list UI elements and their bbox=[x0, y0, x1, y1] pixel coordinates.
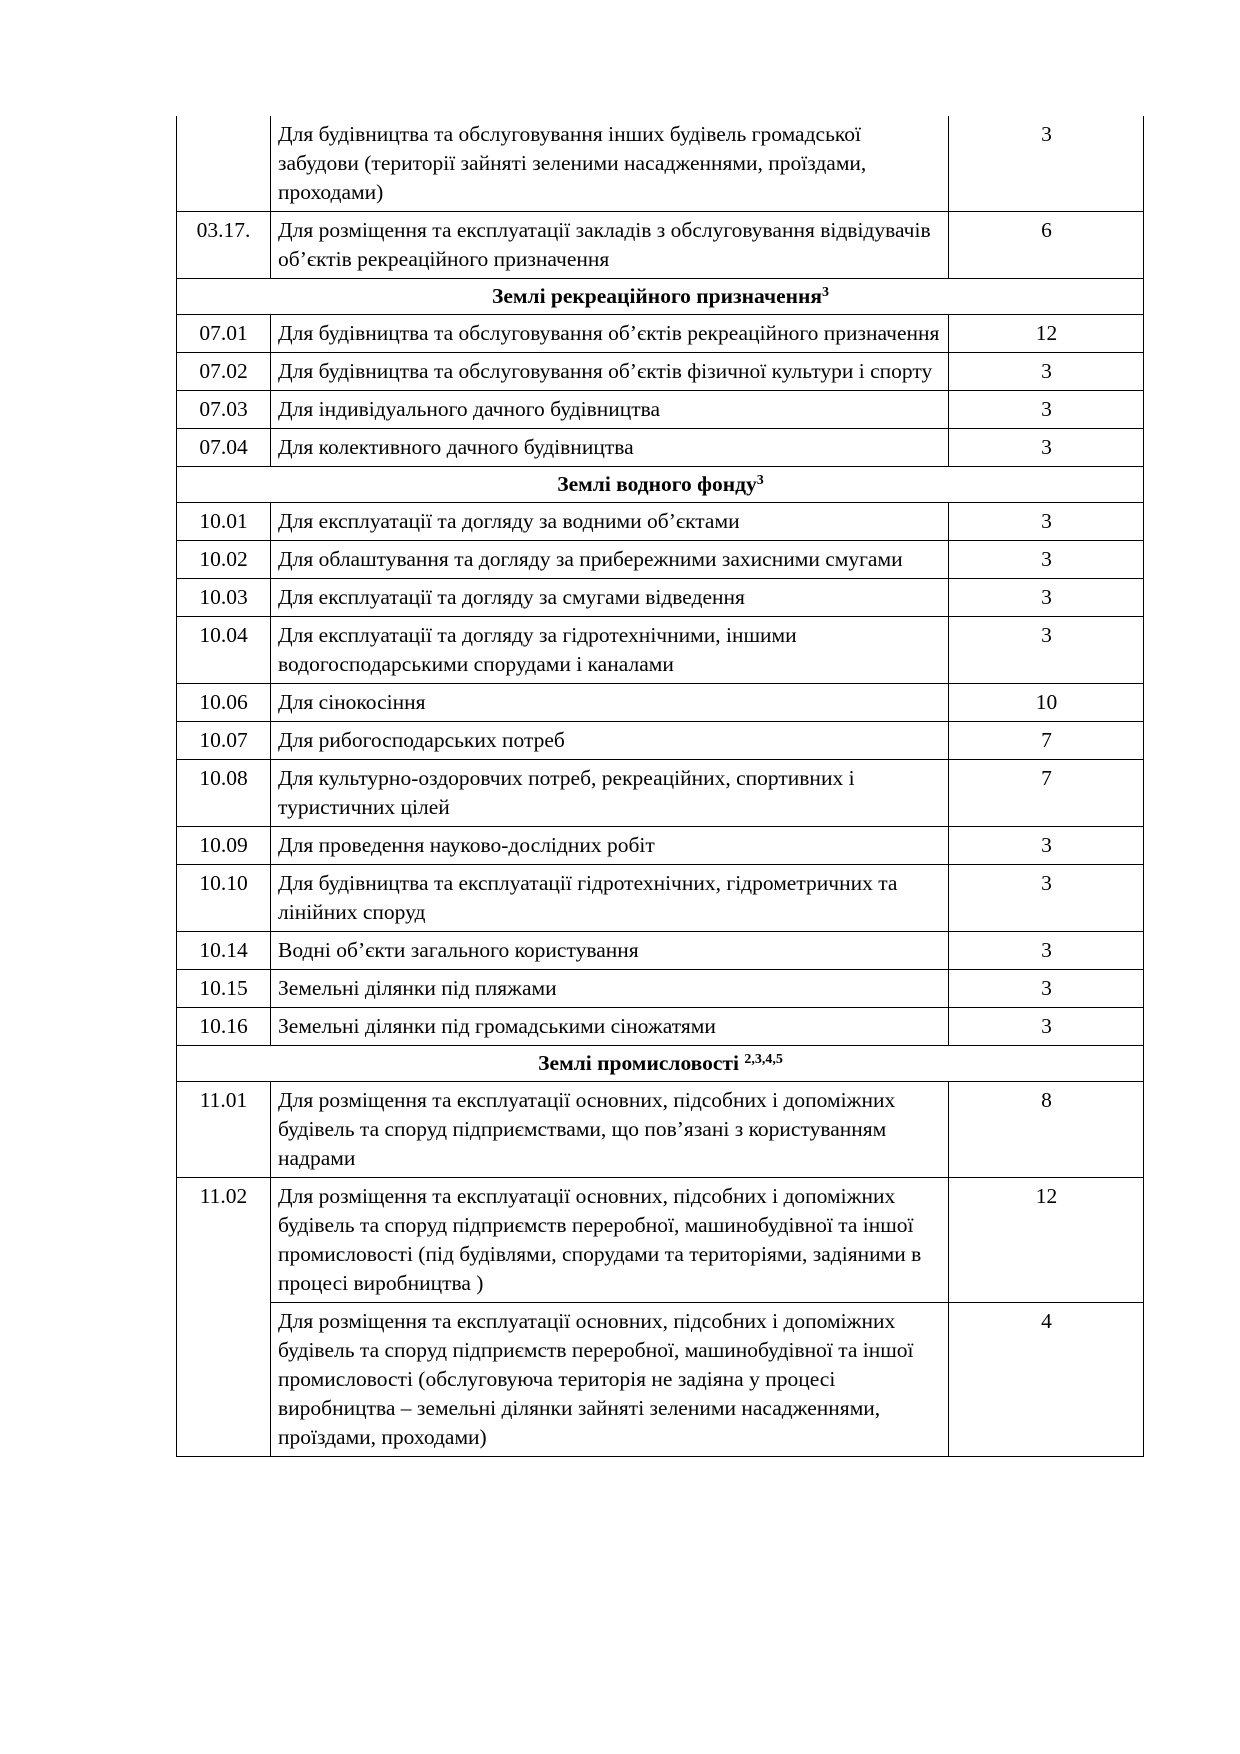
description-cell: Для культурно-оздоровчих потреб, рекреаційних, спортивних і туристичних цілей bbox=[271, 760, 949, 827]
code-cell: 11.01 bbox=[177, 1082, 271, 1178]
value-cell: 10 bbox=[949, 684, 1144, 722]
code-cell: 10.16 bbox=[177, 1008, 271, 1046]
table-row bbox=[177, 1303, 1144, 1457]
table-row bbox=[177, 1082, 1144, 1178]
footnote-marker: 3 bbox=[822, 285, 830, 300]
description-cell: Для проведення науково-дослідних робіт bbox=[271, 827, 949, 865]
section-title-text: Землі промисловості bbox=[538, 1051, 745, 1075]
table-row bbox=[177, 503, 1144, 541]
code-cell: 03.17. bbox=[177, 212, 271, 279]
section-title bbox=[177, 1046, 1144, 1082]
value-cell: 3 bbox=[949, 827, 1144, 865]
code-cell: 07.03 bbox=[177, 391, 271, 429]
description-cell: Для розміщення та експлуатації закладів з обслуговування відвідувачів об’єктів рекреаційного призначення bbox=[271, 212, 949, 279]
value-cell: 4 bbox=[949, 1303, 1144, 1457]
code-cell: 10.01 bbox=[177, 503, 271, 541]
value-cell: 6 bbox=[949, 212, 1144, 279]
table-row bbox=[177, 865, 1144, 932]
code-cell: 07.04 bbox=[177, 429, 271, 467]
code-cell: 10.15 bbox=[177, 970, 271, 1008]
table-body bbox=[177, 116, 1144, 1457]
table-row bbox=[177, 760, 1144, 827]
description-cell: Для експлуатації та догляду за водними об’єктами bbox=[271, 503, 949, 541]
table-row bbox=[177, 541, 1144, 579]
value-cell: 7 bbox=[949, 722, 1144, 760]
value-cell: 3 bbox=[949, 617, 1144, 684]
description-cell: Для розміщення та експлуатації основних, підсобних і допоміжних будівель та споруд підприємств переробної, машинобудівної та іншої промисловості (під будівлями, спорудами та територіями, задіяними в процесі виробництва ) bbox=[271, 1178, 949, 1303]
value-cell: 3 bbox=[949, 391, 1144, 429]
description-cell: Земельні ділянки під пляжами bbox=[271, 970, 949, 1008]
value-cell: 12 bbox=[949, 1178, 1144, 1303]
description-cell: Для експлуатації та догляду за гідротехнічними, іншими водогосподарськими спорудами і каналами bbox=[271, 617, 949, 684]
description-cell: Для індивідуального дачного будівництва bbox=[271, 391, 949, 429]
description-cell: Водні об’єкти загального користування bbox=[271, 932, 949, 970]
code-cell: 10.06 bbox=[177, 684, 271, 722]
description-cell: Для сінокосіння bbox=[271, 684, 949, 722]
code-cell: 10.10 bbox=[177, 865, 271, 932]
section-title bbox=[177, 279, 1144, 315]
description-cell: Для розміщення та експлуатації основних, підсобних і допоміжних будівель та споруд підприємствами, що пов’язані з користуванням надрами bbox=[271, 1082, 949, 1178]
code-cell: 10.07 bbox=[177, 722, 271, 760]
table-row bbox=[177, 391, 1144, 429]
code-cell: 10.14 bbox=[177, 932, 271, 970]
description-cell: Для облаштування та догляду за прибережними захисними смугами bbox=[271, 541, 949, 579]
description-cell: Для будівництва та обслуговування об’єктів фізичної культури і спорту bbox=[271, 353, 949, 391]
value-cell: 3 bbox=[949, 865, 1144, 932]
value-cell: 3 bbox=[949, 579, 1144, 617]
table-row bbox=[177, 116, 1144, 212]
table-row bbox=[177, 684, 1144, 722]
description-cell: Для експлуатації та догляду за смугами відведення bbox=[271, 579, 949, 617]
table-row bbox=[177, 970, 1144, 1008]
section-title bbox=[177, 467, 1144, 503]
description-cell: Земельні ділянки під громадськими сіножатями bbox=[271, 1008, 949, 1046]
table-row bbox=[177, 722, 1144, 760]
value-cell: 7 bbox=[949, 760, 1144, 827]
value-cell: 3 bbox=[949, 116, 1144, 212]
table-row bbox=[177, 1008, 1144, 1046]
value-cell: 3 bbox=[949, 932, 1144, 970]
table-row bbox=[177, 617, 1144, 684]
section-title-text: Землі водного фонду bbox=[557, 472, 757, 496]
code-cell: 10.02 bbox=[177, 541, 271, 579]
description-cell: Для будівництва та експлуатації гідротехнічних, гідрометричних та лінійних споруд bbox=[271, 865, 949, 932]
value-cell: 3 bbox=[949, 429, 1144, 467]
description-cell: Для будівництва та обслуговування об’єктів рекреаційного призначення bbox=[271, 315, 949, 353]
description-cell: Для рибогосподарських потреб bbox=[271, 722, 949, 760]
code-cell: 10.04 bbox=[177, 617, 271, 684]
value-cell: 3 bbox=[949, 970, 1144, 1008]
document-page bbox=[176, 116, 1143, 1457]
value-cell: 3 bbox=[949, 541, 1144, 579]
table-row bbox=[177, 315, 1144, 353]
table-row bbox=[177, 353, 1144, 391]
table-row bbox=[177, 1178, 1144, 1303]
table-row bbox=[177, 212, 1144, 279]
value-cell: 8 bbox=[949, 1082, 1144, 1178]
code-cell: 10.03 bbox=[177, 579, 271, 617]
table-row bbox=[177, 932, 1144, 970]
footnote-marker: 2,3,4,5 bbox=[744, 1052, 783, 1067]
value-cell: 3 bbox=[949, 1008, 1144, 1046]
code-cell: 07.01 bbox=[177, 315, 271, 353]
table-row bbox=[177, 579, 1144, 617]
code-cell: 07.02 bbox=[177, 353, 271, 391]
code-cell bbox=[177, 116, 271, 212]
value-cell: 3 bbox=[949, 503, 1144, 541]
description-cell: Для будівництва та обслуговування інших будівель громадської забудови (території зайняті зеленими насадженнями, проїздами, проходами) bbox=[271, 116, 949, 212]
description-cell: Для колективного дачного будівництва bbox=[271, 429, 949, 467]
section-title-text: Землі рекреаційного призначення bbox=[491, 284, 823, 308]
table-row bbox=[177, 827, 1144, 865]
description-cell: Для розміщення та експлуатації основних, підсобних і допоміжних будівель та споруд підприємств переробної, машинобудівної та іншої промисловості (обслуговуюча територія не задіяна у процесі виробництва – земельні ділянки зайняті зеленими насадженнями, проїздами, проходами) bbox=[271, 1303, 949, 1457]
land-purpose-table bbox=[176, 116, 1144, 1457]
section-row bbox=[177, 467, 1144, 503]
value-cell: 3 bbox=[949, 353, 1144, 391]
value-cell: 12 bbox=[949, 315, 1144, 353]
code-cell: 11.02 bbox=[177, 1178, 271, 1457]
table-row bbox=[177, 429, 1144, 467]
code-cell: 10.08 bbox=[177, 760, 271, 827]
section-row bbox=[177, 279, 1144, 315]
footnote-marker: 3 bbox=[756, 473, 764, 488]
code-cell: 10.09 bbox=[177, 827, 271, 865]
section-row bbox=[177, 1046, 1144, 1082]
